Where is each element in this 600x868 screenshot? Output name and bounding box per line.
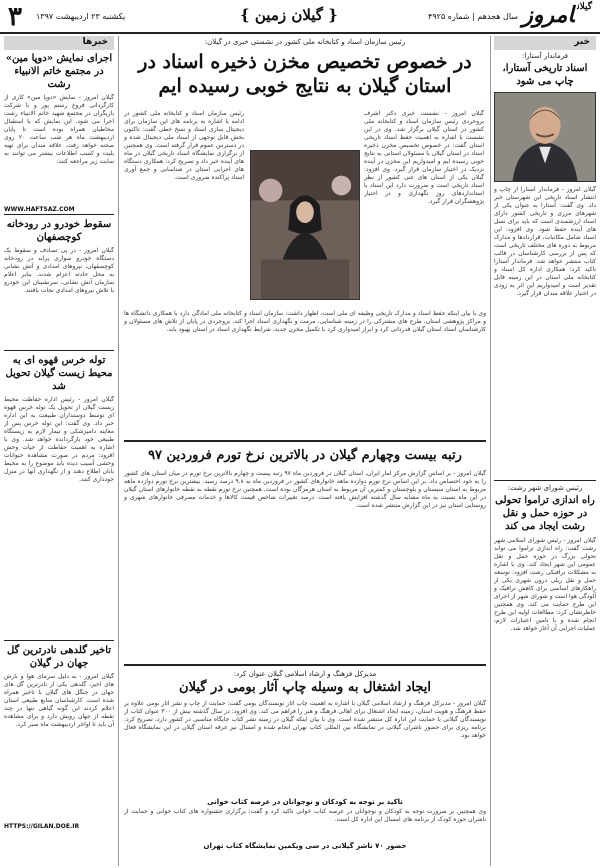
bottom-story — [124, 670, 486, 850]
left-story-2 — [4, 218, 114, 359]
column-divider — [118, 36, 119, 866]
left-story-2-body: گیلان امروز - در پی تصادف و سقوط یک دستگاه خودرو سواری پراید در رودخانه کوچصفهان، نیروهای امدادی و آتش نشانی به محل حادثه اعزام شدند. بنابر اعلام سازمان آتش نشانی، سرنشینان این خودرو با تلاش نیروهای امدادی نجات یافتند. — [4, 247, 114, 294]
left-story-1 — [4, 52, 114, 213]
newspaper-logo — [522, 2, 592, 28]
left-story-3 — [4, 354, 114, 648]
masthead — [0, 0, 600, 34]
right-story-2-title: راه اندازی تراموا تحولی در حوزه حمل و نقل رشت ایجاد می کند — [495, 495, 595, 532]
lead-body-right: گیلان امروز - نشست خبری دکتر اشرف بروجردی رئیس سازمان اسناد و کتابخانه ملی کشور در استان گیلان برگزار شد. وی در این نشست با اشاره به اهمیت حفظ اسناد تاریخی استان گفت: در خصوص تخصیص مخزن ذخیره اسناد در استان گیلان با مسئولان استانی به نتایج خوبی رسیده ایم و امیدواریم این مخزن در آینده نزدیک در اختیار سازمان قرار گیرد. وی افزود: گیلان یکی از استان های غنی کشور از نظر اسناد تاریخی است و ضرورت دارد این اسناد با استانداردهای روز نگهداری و در اختیار پژوهشگران قرار گیرد. — [364, 110, 484, 205]
logo-text: امروز — [522, 2, 575, 28]
bottom-story-title: ایجاد اشتغال به وسیله چاپ آثار بومی در گیلان — [179, 680, 431, 695]
lead-body-left: رئیس سازمان اسناد و کتابخانه ملی کشور در ادامه با اشاره به برنامه های این سازمان برای دیجیتال سازی اسناد و نسخ خطی گفت: تاکنون بخش قابل توجهی از اسناد ملی دیجیتال شده و در دسترس عموم قرار گرفته است. وی همچنین از برگزاری نمایشگاه اسناد تاریخی گیلان در ماه های آینده خبر داد و تصریح کرد: همکاری دستگاه های اجرایی استان در شناسایی و جمع آوری اسناد پراکنده ضروری است. — [124, 110, 244, 181]
middle-story-body: گیلان امروز - بر اساس گزارش مرکز آمار ایران، استان گیلان در فروردین ماه ۹۷ رتبه بیست و چهارم بالاترین نرخ تورم در میان استان های کشور را به خود اختصاص داد. بر این اساس نرخ تورم دوازده ماهه خانوارهای کشور در فروردین ماه به ۹.۸ درصد رسید. بیشترین نرخ تورم دوازده ماهه مربوط به استان سیستان و بلوچستان و کمترین آن مربوط به استان هرمزگان بوده است. همچنین نرخ تورم نقطه به نقطه خانوارهای استان گیلان در این ماه نسبت به ماه مشابه سال گذشته افزایش یافته است. درصد تغییرات شاخص قیمت کالاها و خدمات مصرفی خانوارهای شهری و روستایی استان نیز در این گزارش منتشر شده است. — [124, 470, 486, 509]
dateline: یکشنبه ۲۳ اردیبهشت ۱۳۹۷ — [36, 12, 126, 21]
right-story-1-photo — [494, 92, 596, 182]
left-story-4 — [4, 644, 114, 830]
divider — [4, 350, 114, 351]
lead-photo — [250, 150, 360, 300]
divider — [4, 640, 114, 641]
bottom-story-subhead-1: تاکید بر توجه به کودکان و نوجوانان در عرصه کتاب خوانی — [207, 798, 403, 806]
left-story-3-body: گیلان امروز - رئیس اداره حفاظت محیط زیست گیلان از تحویل یک توله خرس قهوه ای توسط دوستداران طبیعت به این اداره خبر داد. وی گفت: این توله خرس پس از معاینه دامپزشکی و تیمار لازم به زیستگاه طبیعی خود بازگردانده خواهد شد. وی با اشاره به اهمیت حفاظت از حیات وحش افزود: مردم در صورت مشاهده حیوانات وحشی آسیب دیده باید موضوع را به محیط بانان اطلاع دهند و از نگهداری آنها در منزل خودداری کنند. — [4, 396, 114, 483]
right-story-2-body: گیلان امروز - رئیس شورای اسلامی شهر رشت گفت: راه اندازی تراموا می تواند تحولی بزرگ در حوزه حمل و نقل عمومی این شهر ایجاد کند. وی با اشاره به مشکلات ترافیکی رشت افزود: توسعه حمل و نقل ریلی درون شهری یکی از راهکارهای اساسی برای کاهش ترافیک و آلودگی هوا است و شورای شهر از اجرای این طرح حمایت می کند. وی همچنین خاطرنشان کرد: مطالعات اولیه این طرح انجام شده و با تامین اعتبارات لازم، عملیات اجرایی آن آغاز خواهد شد. — [494, 537, 596, 632]
bottom-story-body: گیلان امروز - مدیرکل فرهنگ و ارشاد اسلامی گیلان با اشاره به اهمیت چاپ آثار نویسندگان بومی گفت: حمایت از چاپ و نشر آثار بومی علاوه بر حفظ فرهنگ و هویت استان، زمینه ایجاد اشتغال برای اهالی فرهنگ و هنر را فراهم می کند. وی افزود: در سال گذشته بیش از ۳۰۰ عنوان کتاب از نویسندگان گیلانی با حمایت این اداره کل منتشر شده است. وی با بیان اینکه گیلان در زمینه نشر کتاب جایگاه مناسبی در کشور دارد، تصریح کرد: برنامه ریزی برای حضور ناشران گیلانی در نمایشگاه بین المللی کتاب تهران انجام شده و امسال نیز غرفه استان گیلان در این نمایشگاه فعال خواهد بود. — [124, 700, 486, 739]
bottom-story-subhead-2: حضور ۷۰ ناشر گیلانی در سی ویکمین نمایشگاه کتاب تهران — [203, 842, 407, 850]
lead-kicker: رئیس سازمان اسناد و کتابخانه ملی کشور در نشستی خبری در گیلان: — [204, 38, 406, 46]
logo-small-text: گیلان — [577, 2, 592, 12]
divider — [494, 480, 596, 481]
left-story-1-title: اجرای نمایش «دوپا مین» در مجتمع خاتم الانبیاء رشت — [5, 53, 113, 90]
middle-story — [124, 448, 486, 656]
column-divider — [490, 36, 491, 866]
left-story-1-body: گیلان امروز - نمایش «دوپا مین» کاری از کارگردانی فروغ رستم پور و با شرکت بازیگران در مجتمع شهید خاتم الانبیاء رشت اجرا می شود. این نمایش که با استقبال مخاطبان همراه بوده است تا پایان اردیبهشت ماه هر شب ساعت ۲۰ روی صحنه خواهد رفت. علاقه مندان برای تهیه بلیت و کسب اطلاعات بیشتر می توانند به سایت زیر مراجعه کنند: — [4, 94, 114, 165]
bottom-story-body-2: وی همچنین بر ضرورت توجه به کودکان و نوجوانان در عرصه کتاب خوانی تاکید کرد و گفت: برگزاری جشنواره های کتاب خوانی و حمایت از ناشران حوزه کودک از برنامه های امسال این اداره کل است. — [124, 808, 486, 823]
left-story-4-body: گیلان امروز - به دلیل سرمای هوا و بارش های اخیر، گلدهی یکی از نادرترین گل های جهان در جنگل های گیلان با تاخیر همراه شده است. کارشناسان منابع طبیعی استان اعلام کردند این گونه گیاهی تنها در چند نقطه از جهان رویش دارد و برای مشاهده آن باید تا اواخر اردیبهشت ماه صبر کرد. — [4, 673, 114, 728]
right-story-1-kicker: فرماندار آستارا: — [521, 52, 568, 60]
left-story-1-url[interactable]: WWW.HAFTSAZ.COM — [4, 206, 75, 213]
middle-story-title: رتبه بیست وچهارم گیلان در بالاترین نرخ تورم فروردین ۹۷ — [148, 448, 462, 463]
right-story-2 — [494, 484, 596, 843]
left-story-4-title: تاخیر گلدهی نادرترین گل جهان در گیلان — [6, 645, 112, 669]
lead-body-bottom: وی با بیان اینکه حفظ اسناد و مدارک تاریخی وظیفه ای ملی است، اظهار داشت: سازمان اسناد و کتابخانه ملی آمادگی دارد با همکاری دانشگاه ها و مراکز پژوهشی استان، طرح های مشترکی را در زمینه شناسایی، مرمت و نگهداری اسناد اجرا کند. بروجردی در پایان از تلاش های مسئولان و کارشناسان اسناد استان گیلان قدردانی کرد و ابراز امیدواری کرد با تکمیل مخزن جدید، شرایط نگهداری اسناد در استان بهبود یابد. — [124, 310, 486, 333]
divider — [124, 440, 486, 442]
divider — [124, 664, 486, 666]
bottom-story-kicker: مدیرکل فرهنگ و ارشاد اسلامی گیلان عنوان کرد: — [233, 670, 377, 678]
left-story-4-url[interactable]: HTTPS://GILAN.DOE.IR — [4, 823, 80, 830]
page-number: ۳ — [8, 2, 22, 32]
right-story-1-body: گیلان امروز - فرماندار آستارا از چاپ و انتشار اسناد تاریخی این شهرستان خبر داد. وی گفت: آستارا به عنوان یکی از شهرهای مرزی و تاریخی کشور دارای اسناد ارزشمندی است که باید برای نسل های آینده حفظ شود. وی افزود: این اسناد شامل مکاتبات، قراردادها و مدارک مربوط به دوره های مختلف تاریخی است که پس از بررسی کارشناسان در قالب کتاب منتشر خواهد شد. فرماندار آستارا تاکید کرد: همکاری اداره کل اسناد و کتابخانه ملی استان در این زمینه قابل تقدیر است و امیدواریم این اثر به زودی در اختیار علاقه مندان قرار گیرد. — [494, 186, 596, 297]
right-story-1 — [494, 52, 596, 480]
right-story-1-title: اسناد تاریخی آستارا، چاپ می شود — [502, 63, 588, 87]
right-column-header: خبر — [494, 36, 596, 50]
lead-story-header — [124, 38, 486, 98]
left-story-2-title: سقوط خودرو در رودخانه کوچصفهان — [6, 219, 112, 243]
right-story-2-kicker: رئیس شورای شهر رشت: — [507, 484, 583, 492]
left-column-header: خبرها — [4, 36, 114, 50]
lead-title: در خصوص تخصیص مخزن ذخیره اسناد در استان گیلان به نتایج خوبی رسیده ایم — [138, 51, 472, 97]
divider — [4, 214, 114, 215]
left-story-3-title: توله خرس قهوه ای به محیط زیست گیلان تحویل شد — [5, 355, 113, 392]
section-title: { گیلان زمین } — [240, 6, 338, 24]
issue-number: سال هجدهم | شماره ۴۹۲۵ — [428, 12, 518, 21]
